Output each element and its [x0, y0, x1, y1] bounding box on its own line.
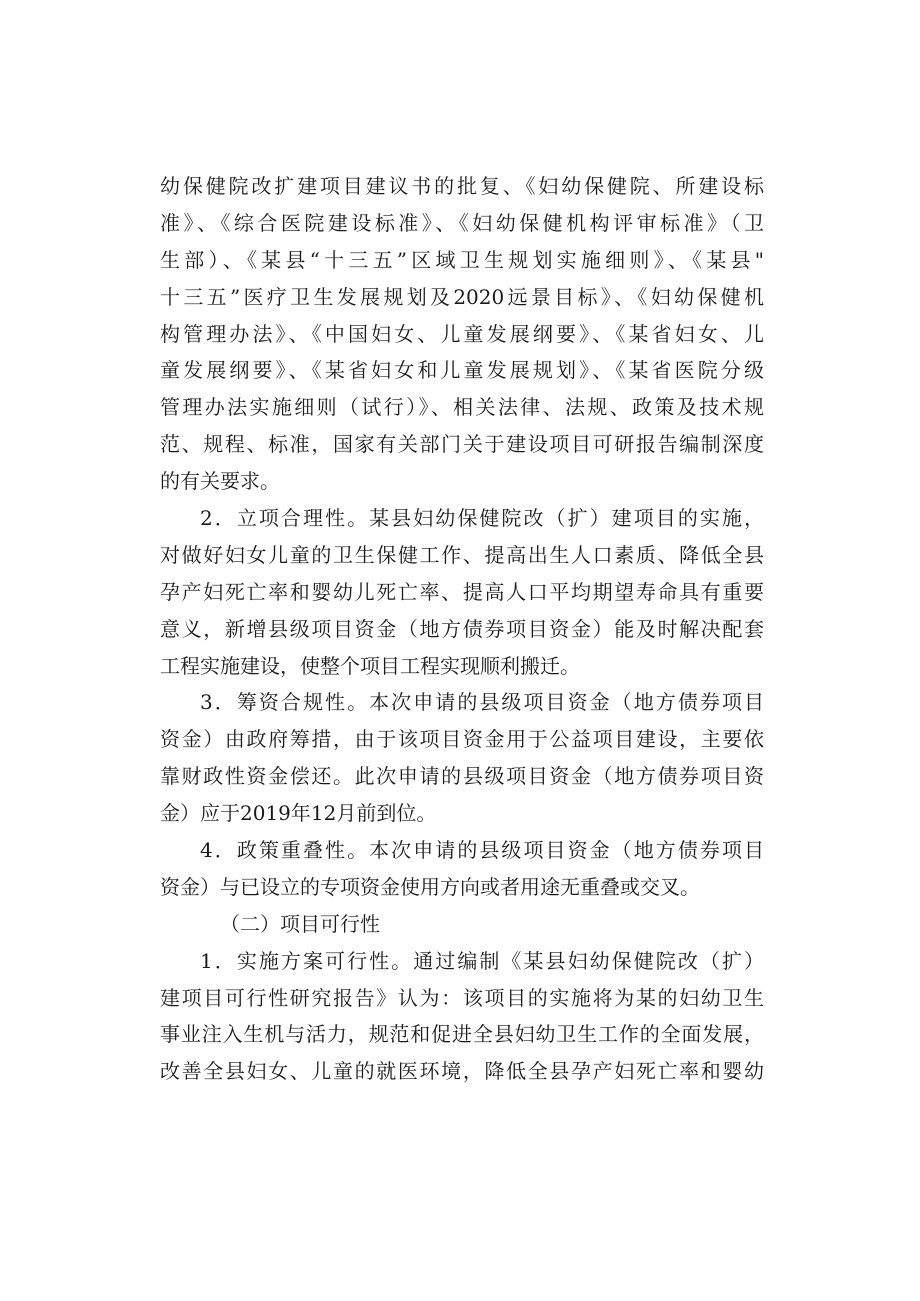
- paragraph-item-4: [160, 832, 764, 906]
- paragraph-basis-continuation: [160, 168, 764, 500]
- paragraph-item-2: [160, 500, 764, 684]
- text-line: 十三五”医疗卫生发展规划及2020远景目标》、《妇幼保健机: [160, 284, 764, 309]
- text-line: 资金）由政府筹措，由于该项目资金用于公益项目建设，主要依: [160, 727, 764, 752]
- text-line: 1．实施方案可行性。通过编制《某县妇幼保健院改（扩）: [200, 948, 764, 973]
- text-line: 改善全县妇女、儿童的就医环境，降低全县孕产妇死亡率和婴幼: [160, 1059, 764, 1084]
- text-line: 生部）、《某县“十三五”区域卫生规划实施细则》、《某县": [160, 247, 764, 272]
- text-line: 幼保健院改扩建项目建议书的批复、《妇幼保健院、所建设标: [160, 174, 764, 198]
- text-line: 4．政策重叠性。本次申请的县级项目资金（地方债券项目: [200, 838, 764, 863]
- text-line: 构管理办法》、《中国妇女、儿童发展纲要》、《某省妇女、儿: [160, 321, 764, 346]
- paragraph-item-3: [160, 684, 764, 832]
- text-line: 孕产妇死亡率和婴幼儿死亡率、提高人口平均期望寿命具有重要: [160, 579, 764, 604]
- text-line: 范、规程、标准，国家有关部门关于建设项目可研报告编制深度: [160, 432, 764, 457]
- text-line: 对做好妇女儿童的卫生保健工作、提高出生人口素质、降低全县: [160, 542, 764, 567]
- text-line: 准》、《综合医院建设标准》、《妇幼保健机构评审标准》（卫: [160, 210, 764, 235]
- text-line: 2．立项合理性。某县妇幼保健院改（扩）建项目的实施，: [200, 506, 764, 531]
- section-heading-text: （二）项目可行性: [220, 911, 380, 936]
- text-line: 3．筹资合规性。本次申请的县级项目资金（地方债券项目: [200, 690, 764, 715]
- text-line: 管理办法实施细则（试行）》、相关法律、法规、政策及技术规: [160, 395, 764, 420]
- text-line: 金）应于2019年12月前到位。: [160, 801, 437, 826]
- text-line: 建项目可行性研究报告》认为：该项目的实施将为某的妇幼卫生: [160, 985, 764, 1010]
- text-line: 事业注入生机与活力，规范和促进全县妇幼卫生工作的全面发展，: [160, 1022, 764, 1047]
- text-line: 资金）与已设立的专项资金使用方向或者用途无重叠或交叉。: [160, 874, 700, 899]
- text-line: 的有关要求。: [160, 469, 280, 494]
- text-line: 童发展纲要》、《某省妇女和儿童发展规划》、《某省医院分级: [160, 358, 764, 383]
- section-heading-feasibility: [160, 906, 764, 943]
- paragraph-item-1: [160, 943, 764, 1091]
- text-line: 靠财政性资金偿还。此次申请的县级项目资金（地方债券项目资: [160, 764, 764, 789]
- document-body: [160, 168, 764, 1090]
- text-line: 工程实施建设，使整个项目工程实现顺利搬迁。: [160, 653, 580, 678]
- text-line: 意义，新增县级项目资金（地方债券项目资金）能及时解决配套: [160, 616, 764, 641]
